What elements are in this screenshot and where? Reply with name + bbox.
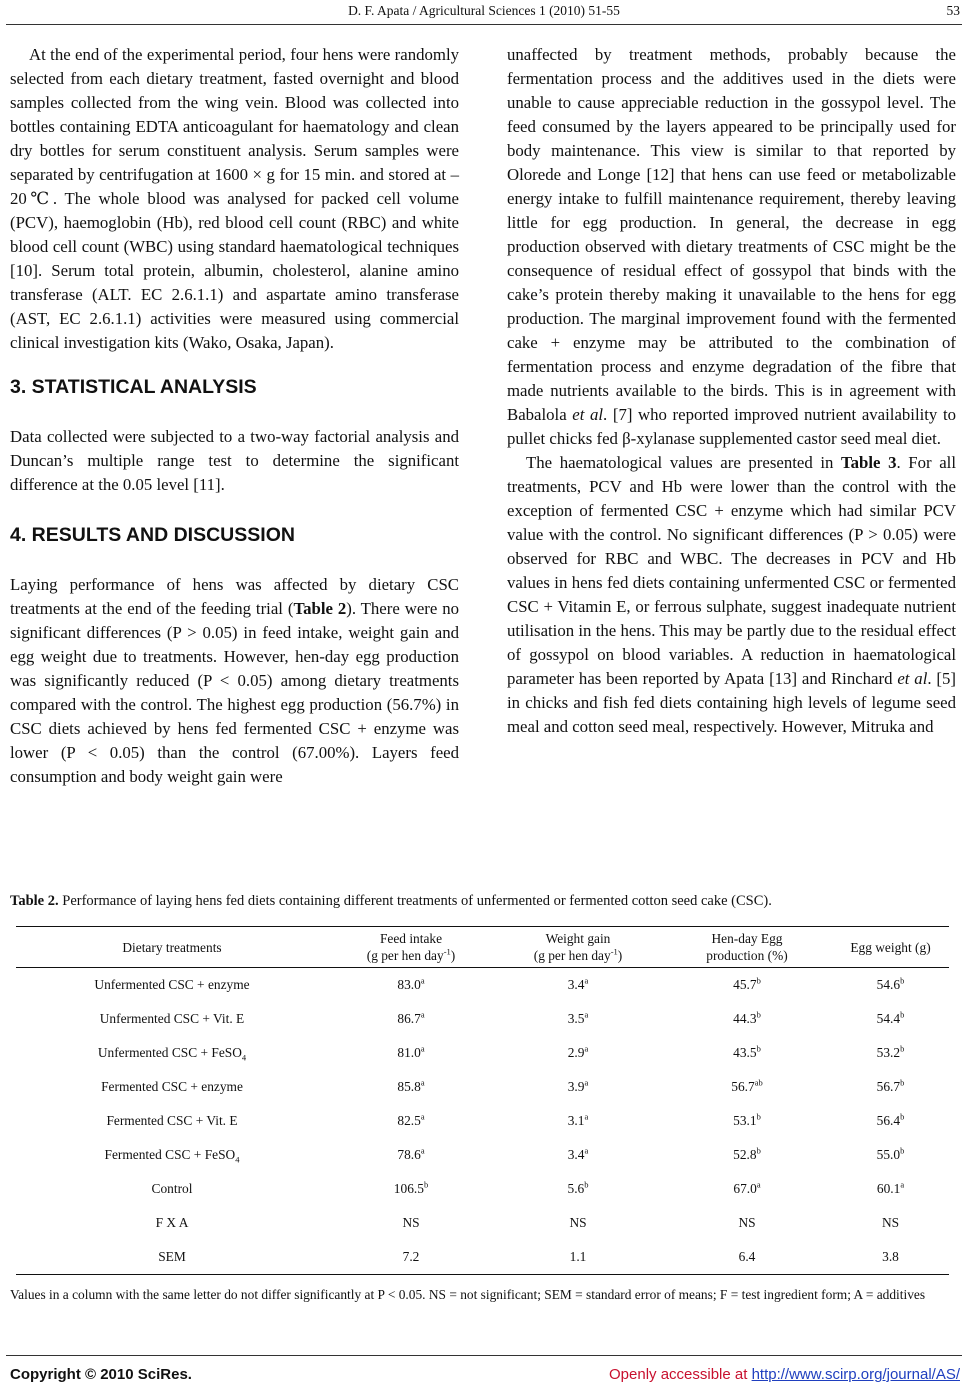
cell-egg-weight (832, 1070, 949, 1104)
cell-egg-production (662, 968, 832, 1003)
cell-value: NS (402, 1215, 420, 1230)
cell-egg-weight (832, 1002, 949, 1036)
cell-weight-gain (494, 1104, 662, 1138)
heading-statistical-analysis: 3. STATISTICAL ANALYSIS (10, 376, 257, 398)
cell-weight-gain (494, 1070, 662, 1104)
cell-value: 81.0 (397, 1045, 421, 1060)
open-access-notice (609, 1366, 960, 1383)
running-title: D. F. Apata / Agricultural Sciences 1 (2010) 51-55 (348, 3, 620, 18)
significance-letter: a (420, 1145, 425, 1156)
cell-weight-gain (494, 1002, 662, 1036)
text-run: Laying performance of hens was affected by dietary CSC treatments at the end of the feeding trial ( (10, 575, 459, 618)
significance-letter: b (900, 1009, 905, 1020)
et-al: et al (897, 669, 928, 688)
cell-treatment (16, 1070, 328, 1104)
table-header-row (16, 927, 949, 968)
cell-value: 82.5 (397, 1113, 421, 1128)
paragraph-statistics: Data collected were subjected to a two-way factorial analysis and Duncan’s multiple range test to determine the significant difference at the 0.05 level [11]. (10, 427, 459, 494)
text-run: unaffected by treatment methods, probably because the fermentation process and the additives used in the diets were unable to cause appreciable reduction in the gossypol level. The feed consumed by the layers appeared to be principally used for body maintenance. This view is similar to that reported by Olorede and Longe [12] that hens can use feed or metabolizable energy intake to fulfill maintenance requirement, thereby leaving little for egg production. In general, the decrease in egg production observed with dietary treatments of CSC might be the consequence of residual effect of gossypol that binds with the cake’s protein thereby making it unavailable to the hens for egg production. The marginal improvement found with the fermented cake + enzyme may be attributed to the combination of fermentation process and enzyme degradation of the fibre that made nutrients available to the birds. This is in agreement with Babalola (507, 45, 956, 424)
cell-text: Fermented CSC + Vit. E (106, 1113, 238, 1128)
significance-letter: a (584, 975, 589, 986)
significance-letter: a (420, 1043, 425, 1054)
paragraph-laying-performance (10, 573, 459, 789)
table-row (16, 1206, 949, 1240)
cell-value: 3.4 (567, 1147, 585, 1162)
table-row (16, 1240, 949, 1275)
cell-value: 53.1 (733, 1113, 757, 1128)
significance-letter: b (584, 1179, 589, 1190)
header-text: Egg weight (g) (850, 939, 931, 955)
copyright-notice: Copyright © 2010 SciRes. (10, 1366, 192, 1383)
table-reference[interactable]: Table 3 (841, 453, 897, 472)
cell-value: 56.7 (731, 1079, 755, 1094)
cell-value: 7.2 (402, 1249, 420, 1264)
heading-results-discussion: 4. RESULTS AND DISCUSSION (10, 524, 295, 546)
table-caption-text: Performance of laying hens fed diets containing different treatments of unfermented or fermented cotton seed cake (CSC). (58, 893, 772, 909)
cell-treatment (16, 1002, 328, 1036)
significance-letter: a (420, 975, 425, 986)
significance-letter: a (900, 1179, 905, 1190)
cell-treatment (16, 1138, 328, 1172)
cell-weight-gain (494, 1240, 662, 1275)
cell-weight-gain (494, 1172, 662, 1206)
header-rule (6, 24, 962, 25)
cell-subscript: 4 (241, 1052, 247, 1063)
cell-value: 43.5 (733, 1045, 757, 1060)
significance-letter: b (900, 1145, 905, 1156)
journal-url-link[interactable]: http://www.scirp.org/journal/AS/ (751, 1366, 960, 1383)
footer-rule (6, 1355, 962, 1356)
cell-egg-production (662, 1206, 832, 1240)
header-superscript: -1 (443, 946, 451, 957)
cell-weight-gain (494, 1138, 662, 1172)
cell-feed-intake (328, 1240, 494, 1275)
cell-treatment (16, 1172, 328, 1206)
header-text: Dietary treatments (122, 939, 222, 955)
significance-letter: a (584, 1077, 589, 1088)
cell-egg-production (662, 1172, 832, 1206)
et-al: et al (572, 405, 604, 424)
cell-value: 86.7 (397, 1011, 421, 1026)
cell-value: 2.9 (567, 1045, 585, 1060)
significance-letter: a (584, 1145, 589, 1156)
cell-egg-weight (832, 1036, 949, 1070)
cell-value: 3.9 (567, 1079, 585, 1094)
text-run: ). There were no significant differences (P > 0.05) in feed intake, weight gain and egg weight due to treatments. However, hen-day egg production was significantly reduced (P < 0.05) among dietary treatments compared with the control. The highest egg production (56.7%) in CSC diets achieved by hens fed fermented CSC + enzyme was lower (P < 0.05) than the control (67.00%). Layers feed consumption and body weight gain were (10, 599, 459, 786)
cell-treatment (16, 1104, 328, 1138)
cell-feed-intake (328, 1104, 494, 1138)
significance-letter: b (756, 1009, 761, 1020)
cell-value: 106.5 (393, 1181, 424, 1196)
significance-letter: b (900, 975, 905, 986)
cell-weight-gain (494, 968, 662, 1003)
cell-feed-intake (328, 1172, 494, 1206)
paragraph-haematology (507, 451, 956, 739)
significance-letter: b (900, 1077, 905, 1088)
table-row (16, 1138, 949, 1172)
cell-egg-weight (832, 1138, 949, 1172)
cell-value: 67.0 (733, 1181, 757, 1196)
text-run: . For all treatments, PCV and Hb were lower than the control with the exception of fermented CSC + enzyme which had similar PCV value with the control. No significant differences (P > 0.05) were observed for RBC and WBC. The decreases in PCV and Hb values in hens fed diets containing unfermented CSC or fermented CSC + Vitamin E, or ferrous sulphate, suggest inadequate nutrient utilisation in the hens. This may be partly due to the residual effect of gossypol on blood variables. A reduction in haematological parameter has been reported by Apata [13] and Rinchard (507, 453, 957, 688)
cell-egg-production (662, 1036, 832, 1070)
cell-egg-weight (832, 1172, 949, 1206)
cell-feed-intake (328, 968, 494, 1003)
header-text: Weight gain (545, 931, 611, 946)
cell-egg-weight (832, 1104, 949, 1138)
cell-text: Unfermented CSC + FeSO (97, 1045, 242, 1060)
cell-value: 53.2 (876, 1045, 901, 1060)
cell-egg-production (662, 1138, 832, 1172)
cell-egg-weight (832, 968, 949, 1003)
header-text: Hen-day Egg (711, 931, 783, 946)
text-run: . [5] in chicks and fish fed diets containing high levels of legume seed meal and cotton seed meal, respectively. However, Mitruka and (507, 669, 956, 736)
cell-egg-production (662, 1002, 832, 1036)
cell-egg-weight (832, 1240, 949, 1275)
table-row (16, 968, 949, 1003)
cell-text: Unfermented CSC + Vit. E (99, 1011, 245, 1026)
cell-feed-intake (328, 1138, 494, 1172)
open-access-text: Openly accessible at (609, 1366, 752, 1383)
right-column (507, 43, 956, 739)
cell-treatment (16, 1206, 328, 1240)
table-row (16, 1070, 949, 1104)
significance-letter: a (584, 1009, 589, 1020)
cell-value: 3.1 (567, 1113, 585, 1128)
paragraph-continuation (507, 43, 956, 451)
significance-letter: a (420, 1111, 425, 1122)
cell-value: 60.1 (876, 1181, 901, 1196)
table-body (16, 968, 949, 1275)
significance-letter: a (420, 1077, 425, 1088)
table-row (16, 1002, 949, 1036)
cell-egg-production (662, 1104, 832, 1138)
cell-value: 83.0 (397, 977, 421, 992)
cell-text: F X A (155, 1215, 189, 1230)
cell-text: SEM (158, 1249, 186, 1264)
cell-value: 56.4 (876, 1113, 901, 1128)
cell-value: 45.7 (733, 977, 757, 992)
cell-value: 52.8 (733, 1147, 757, 1162)
table-row (16, 1172, 949, 1206)
cell-value: 3.4 (567, 977, 585, 992)
cell-value: 78.6 (397, 1147, 421, 1162)
header-text: ) (617, 948, 623, 963)
cell-value: 85.8 (397, 1079, 421, 1094)
header-text: (g per hen day (533, 948, 611, 963)
col-header-feed-intake (328, 927, 494, 968)
significance-letter: b (900, 1111, 905, 1122)
col-header-weight-gain (494, 927, 662, 968)
cell-text: Fermented CSC + enzyme (101, 1079, 243, 1094)
paragraph-blood-sampling: At the end of the experimental period, four hens were randomly selected from each dietary treatment, fasted overnight and blood samples collected from the wing vein. Blood was collected into bottles containing EDTA anticoagulant for haematology and clean dry bottles for serum constituent analysis. Serum samples were separated by centrifugation at 1600 × g for 15 min. and stored at –20℃. The whole blood was analysed for packed cell volume (PCV), haemoglobin (Hb), red blood cell count (RBC) and white blood cell count (WBC) using standard haematological techniques [10]. Serum total protein, albumin, cholesterol, alanine amino transferase (ALT. EC 2.6.1.1) and aspartate amino transferase (AST, EC 2.6.1.1) activities were measured using commercial clinical investigation kits (Wako, Osaka, Japan). (10, 45, 459, 352)
cell-text: Control (151, 1181, 193, 1196)
cell-egg-production (662, 1240, 832, 1275)
header-superscript: -1 (610, 946, 618, 957)
header-text: production (%) (706, 948, 788, 963)
cell-weight-gain (494, 1036, 662, 1070)
table-row (16, 1036, 949, 1070)
table-row (16, 1104, 949, 1138)
cell-treatment (16, 968, 328, 1003)
significance-letter: b (756, 1111, 761, 1122)
cell-value: 6.4 (738, 1249, 756, 1264)
cell-egg-weight (832, 1206, 949, 1240)
significance-letter: b (423, 1179, 429, 1190)
cell-value: NS (738, 1215, 756, 1230)
significance-letter: a (584, 1043, 589, 1054)
cell-subscript: 4 (235, 1154, 240, 1165)
significance-letter: b (756, 1043, 761, 1054)
table-caption (10, 892, 960, 910)
header-text: Feed intake (379, 931, 443, 946)
cell-feed-intake (328, 1036, 494, 1070)
cell-value: 54.6 (876, 977, 901, 992)
cell-weight-gain (494, 1206, 662, 1240)
cell-value: 56.7 (876, 1079, 901, 1094)
cell-value: 3.8 (882, 1249, 899, 1264)
significance-letter: b (900, 1043, 905, 1054)
cell-text: Unfermented CSC + enzyme (94, 977, 250, 992)
cell-egg-production (662, 1070, 832, 1104)
cell-value: 54.4 (876, 1011, 901, 1026)
cell-value: 3.5 (567, 1011, 585, 1026)
significance-letter: ab (754, 1077, 763, 1088)
cell-feed-intake (328, 1002, 494, 1036)
col-header-egg-weight (832, 927, 949, 968)
significance-letter: a (756, 1179, 761, 1190)
significance-letter: a (420, 1009, 425, 1020)
cell-treatment (16, 1036, 328, 1070)
cell-text: Fermented CSC + FeSO (104, 1147, 236, 1162)
data-table (16, 926, 949, 1275)
text-run: The haematological values are presented in (526, 453, 841, 472)
table-footnote: Values in a column with the same letter do not differ significantly at P < 0.05. NS = not significant; SEM = standard error of means; F = test ingredient form; A = additives (10, 1287, 926, 1302)
cell-value: NS (569, 1215, 587, 1230)
page-number: 53 (946, 3, 960, 18)
table-reference[interactable]: Table 2 (293, 599, 347, 618)
header-text: (g per hen day (366, 948, 444, 963)
significance-letter: a (584, 1111, 589, 1122)
header-text: ) (450, 948, 456, 963)
cell-value: 5.6 (567, 1181, 585, 1196)
col-header-egg-production (662, 927, 832, 968)
significance-letter: b (756, 975, 761, 986)
cell-treatment (16, 1240, 328, 1275)
col-header-treatment (16, 927, 328, 968)
text-run: . [7] who reported improved nutrient availability to pullet chicks fed β-xylanase supplemented castor seed meal diet. (507, 405, 956, 448)
performance-table (16, 926, 949, 1275)
left-column (10, 43, 459, 789)
cell-feed-intake (328, 1070, 494, 1104)
cell-value: 44.3 (733, 1011, 757, 1026)
cell-feed-intake (328, 1206, 494, 1240)
cell-value: 1.1 (569, 1249, 587, 1264)
table-label: Table 2. (10, 893, 59, 909)
cell-value: NS (881, 1215, 900, 1230)
cell-value: 55.0 (876, 1147, 901, 1162)
significance-letter: b (756, 1145, 761, 1156)
